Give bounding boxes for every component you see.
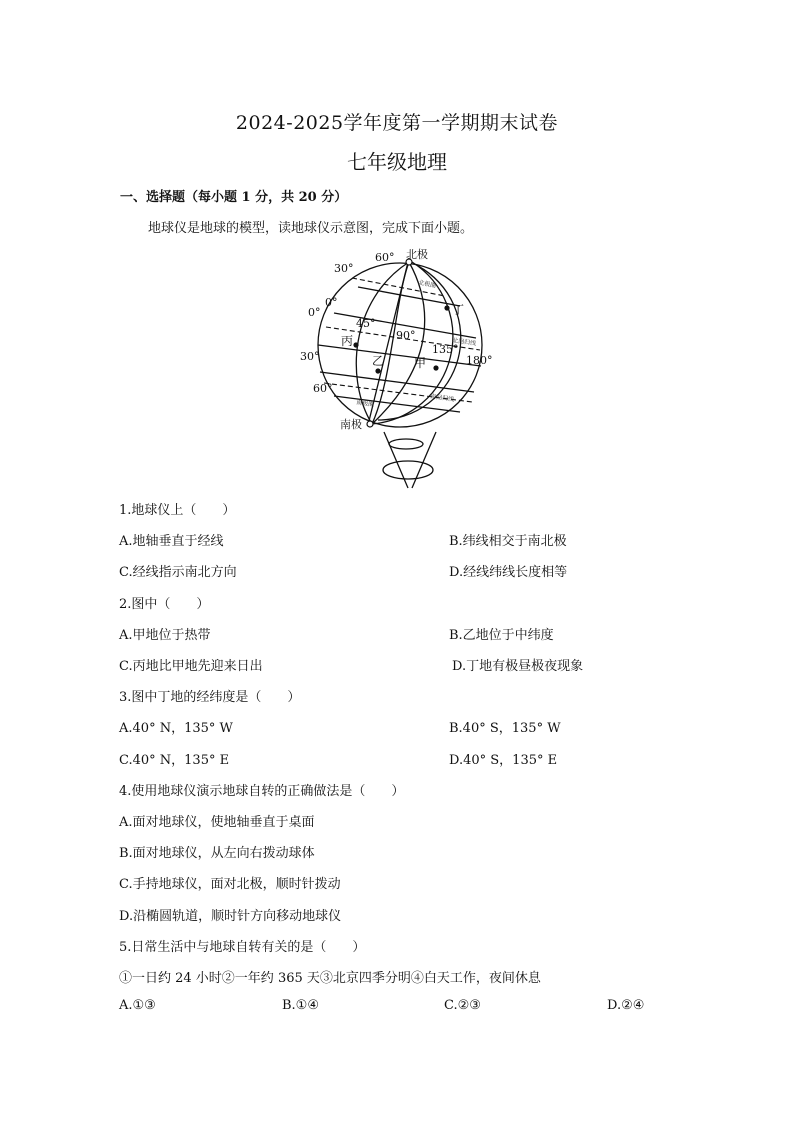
point-yi [375, 368, 380, 373]
q4-option-a: A.面对地球仪，使地轴垂直于桌面 [119, 815, 315, 830]
arctic-circle-label: 北极圈 [417, 279, 437, 290]
globe-figure [290, 240, 510, 490]
point-jia [433, 365, 438, 370]
question-4-stem: 4.使用地球仪演示地球自转的正确做法是（ ） [119, 784, 405, 799]
south-pole-label: 南极 [340, 418, 362, 431]
exam-title: 2024-2025学年度第一学期期末试卷 [235, 112, 559, 134]
q2-option-c: C.丙地比甲地先迎来日出 [119, 659, 263, 674]
lat30-top-label: 30° [334, 262, 354, 275]
q1-option-c: C.经线指示南北方向 [119, 565, 237, 580]
q3-option-d: D.40° S，135° E [449, 753, 558, 768]
jia-label: 甲 [414, 356, 427, 370]
north-pole-label: 北极 [406, 248, 428, 261]
parallel-30s [320, 372, 474, 392]
equator-left-label: 0° [308, 306, 321, 319]
antarctic-circle-label: 南极圈 [355, 399, 375, 409]
meridian-135 [372, 262, 425, 424]
intro-text: 地球仪是地球的模型，读地球仪示意图，完成下面小题。 [148, 221, 474, 236]
lat60-bottom-label: 60° [313, 382, 333, 395]
lon45-label: 45° [356, 317, 376, 330]
q4-option-c: C.手持地球仪，面对北极，顺时针拨动 [119, 877, 341, 892]
question-2-stem: 2.图中（ ） [119, 597, 210, 612]
lon135-label: 135° [432, 343, 459, 356]
q1-option-d: D.经线纬线长度相等 [449, 565, 568, 580]
lon90-label: 90° [396, 329, 416, 342]
point-bing [353, 342, 358, 347]
question-1-stem: 1.地球仪上（ ） [119, 503, 236, 518]
yi-label: 乙 [372, 354, 385, 368]
equator-inner-label: 0° [325, 296, 338, 309]
q4-option-b: B.面对地球仪，从左向右拨动球体 [119, 846, 315, 861]
q4-option-d: D.沿椭圆轨道，顺时针方向移动地球仪 [119, 909, 342, 924]
q5-option-a: A.①③ [119, 998, 156, 1013]
q3-option-a: A.40° N，135° W [119, 721, 233, 736]
question-5-stem: 5.日常生活中与地球自转有关的是（ ） [119, 940, 366, 955]
q2-option-a: A.甲地位于热带 [119, 628, 211, 643]
lon180-label: 180° [466, 354, 493, 367]
south-pole-marker [367, 421, 373, 427]
lat30-bottom-label: 30° [300, 350, 320, 363]
bing-label: 丙 [341, 334, 354, 348]
point-ding [444, 305, 449, 310]
q2-option-b: B.乙地位于中纬度 [449, 628, 554, 643]
stand-neck [389, 439, 423, 449]
lat60-top-label: 60° [375, 251, 395, 264]
stand-base [383, 461, 433, 479]
q5-option-b: B.①④ [282, 998, 319, 1013]
tropic-capricorn-label: 南回归线 [429, 393, 455, 404]
q1-option-b: B.纬线相交于南北极 [449, 534, 567, 549]
tropic-cancer-label: 北回归线 [451, 337, 477, 348]
q5-option-c: C.②③ [444, 998, 481, 1013]
q2-option-d: D.丁地有极昼极夜现象 [452, 659, 584, 674]
question-3-stem: 3.图中丁地的经纬度是（ ） [119, 690, 301, 705]
q5-statements: ①一日约 24 小时②一年约 365 天③北京四季分明④白天工作，夜间休息 [119, 971, 541, 986]
q3-option-b: B.40° S，135° W [449, 721, 561, 736]
q1-option-a: A.地轴垂直于经线 [119, 534, 224, 549]
q5-option-d: D.②④ [607, 998, 645, 1013]
section-heading: 一、选择题（每小题 1 分，共 20 分） [120, 190, 348, 205]
q3-option-c: C.40° N，135° E [119, 753, 230, 768]
exam-subtitle: 七年级地理 [347, 150, 447, 174]
meridian-90 [372, 262, 409, 424]
ding-label: 丁 [452, 303, 465, 317]
